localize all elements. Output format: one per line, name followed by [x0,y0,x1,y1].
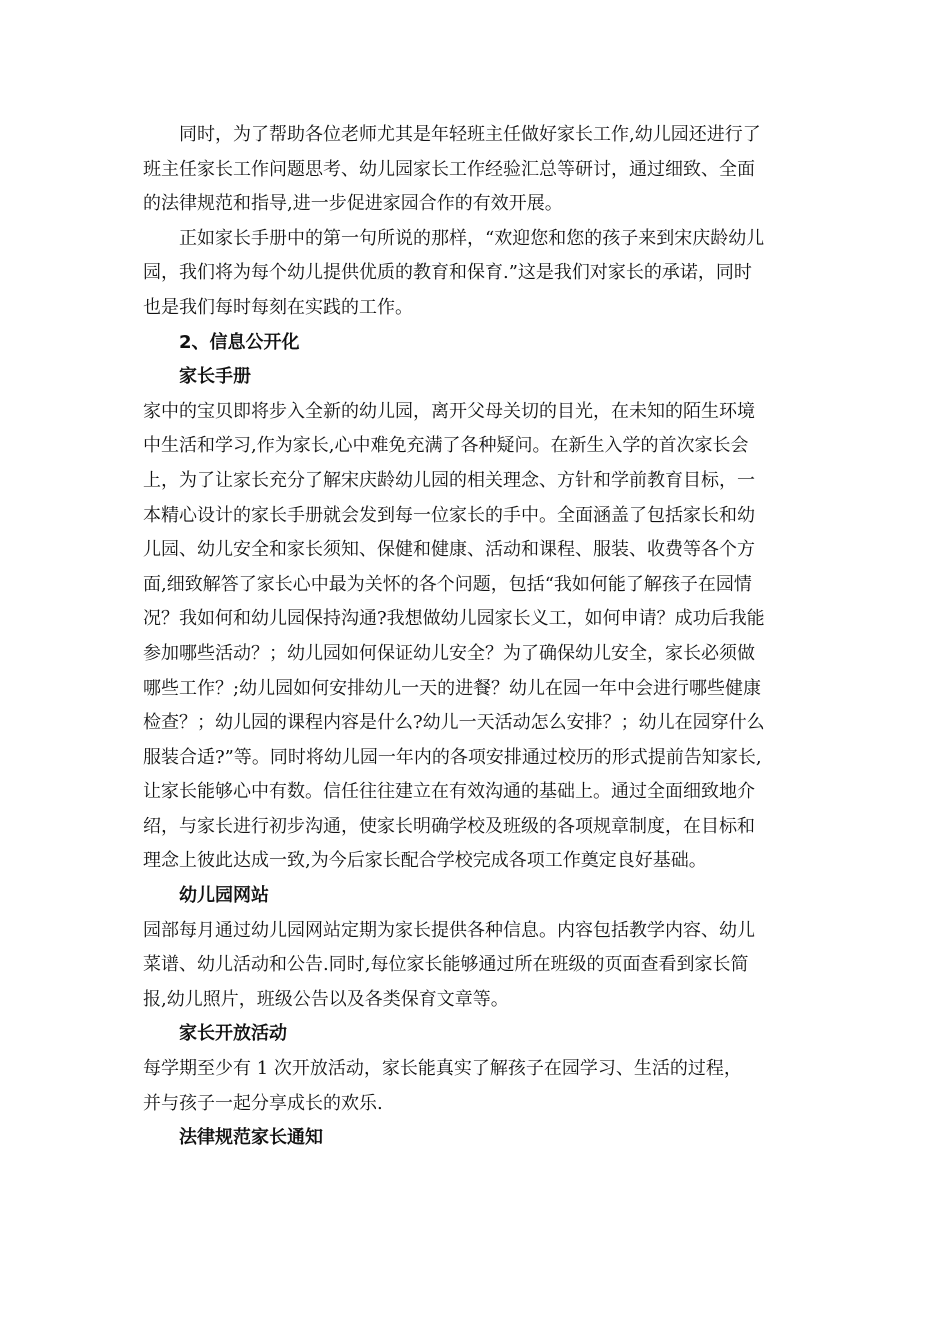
paragraph-3 [143,395,823,879]
text-line: 检查？；幼儿园的课程内容是什么?幼儿一天活动怎么安排？；幼儿在园穿什么 [143,712,765,734]
text-line: 参加哪些活动？；幼儿园如何保证幼儿安全？为了确保幼儿安全，家长必须做 [143,642,755,664]
text-line: 同时，为了帮助各位老师尤其是年轻班主任做好家长工作,幼儿园还进行了 [179,124,761,145]
text-line: 中生活和学习,作为家长,心中难免充满了各种疑问。在新生入学的首次家长会 [143,435,749,457]
text-line: 家中的宝贝即将步入全新的幼儿园，离开父母关切的目光，在未知的陌生环境 [143,400,755,422]
text-line: 让家长能够心中有数。信任往往建立在有效沟通的基础上。通过全面细致地介 [143,781,755,803]
subheading-website: 幼儿园网站 [179,885,269,907]
paragraph-4 [143,914,823,1018]
paragraph-1 [143,118,823,222]
document-body [143,118,823,1156]
text-line: 菜谱、幼儿活动和公告.同时,每位家长能够通过所在班级的页面查看到家长简 [143,954,749,976]
text-line: 园，我们将为每个幼儿提供优质的教育和保育.”这是我们对家长的承诺，同时 [143,262,752,284]
text-line: 正如家长手册中的第一句所说的那样，“欢迎您和您的孩子来到宋庆龄幼儿 [179,227,765,249]
paragraph-5 [143,1052,823,1121]
text-line: 况？我如何和幼儿园保持沟通?我想做幼儿园家长义工，如何申请？成功后我能 [143,608,765,630]
text-line: 绍，与家长进行初步沟通，使家长明确学校及班级的各项规章制度，在目标和 [143,815,755,837]
text-line: 班主任家长工作问题思考、幼儿园家长工作经验汇总等研讨，通过细致、全面 [143,158,755,180]
subheading-open-activity: 家长开放活动 [179,1023,287,1045]
text-line: 并与孩子一起分享成长的欢乐. [143,1092,383,1114]
text-line: 上，为了让家长充分了解宋庆龄幼儿园的相关理念、方针和学前教育目标，一 [143,469,755,491]
paragraph-2 [143,222,823,326]
text-line: 也是我们每时每刻在实践的工作。 [143,296,413,318]
text-line: 园部每月通过幼儿园网站定期为家长提供各种信息。内容包括教学内容、幼儿 [143,919,755,941]
text-line: 面,细致解答了家长心中最为关怀的各个问题，包括“我如何能了解孩子在园情 [143,573,752,595]
text-line: 服装合适?”等。同时将幼儿园一年内的各项安排通过校历的形式提前告知家长, [143,746,762,768]
text-line: 儿园、幼儿安全和家长须知、保健和健康、活动和课程、服装、收费等各个方 [143,539,755,561]
text-line: 报,幼儿照片，班级公告以及各类保育文章等。 [143,988,509,1010]
subheading-handbook: 家长手册 [179,366,251,388]
text-line: 哪些工作？;幼儿园如何安排幼儿一天的进餐？幼儿在园一年中会进行哪些健康 [143,677,762,699]
section-heading: 2、信息公开化 [179,331,300,353]
text-line: 本精心设计的家长手册就会发到每一位家长的手中。全面涵盖了包括家长和幼 [143,504,755,526]
text-line: 的法律规范和指导,进一步促进家园合作的有效开展。 [143,193,563,215]
text-line: 每学期至少有 1 次开放活动，家长能真实了解孩子在园学习、生活的过程， [143,1058,742,1080]
text-line: 理念上彼此达成一致,为今后家长配合学校完成各项工作奠定良好基础。 [143,850,707,872]
subheading-parent-notice: 法律规范家长通知 [179,1127,323,1149]
